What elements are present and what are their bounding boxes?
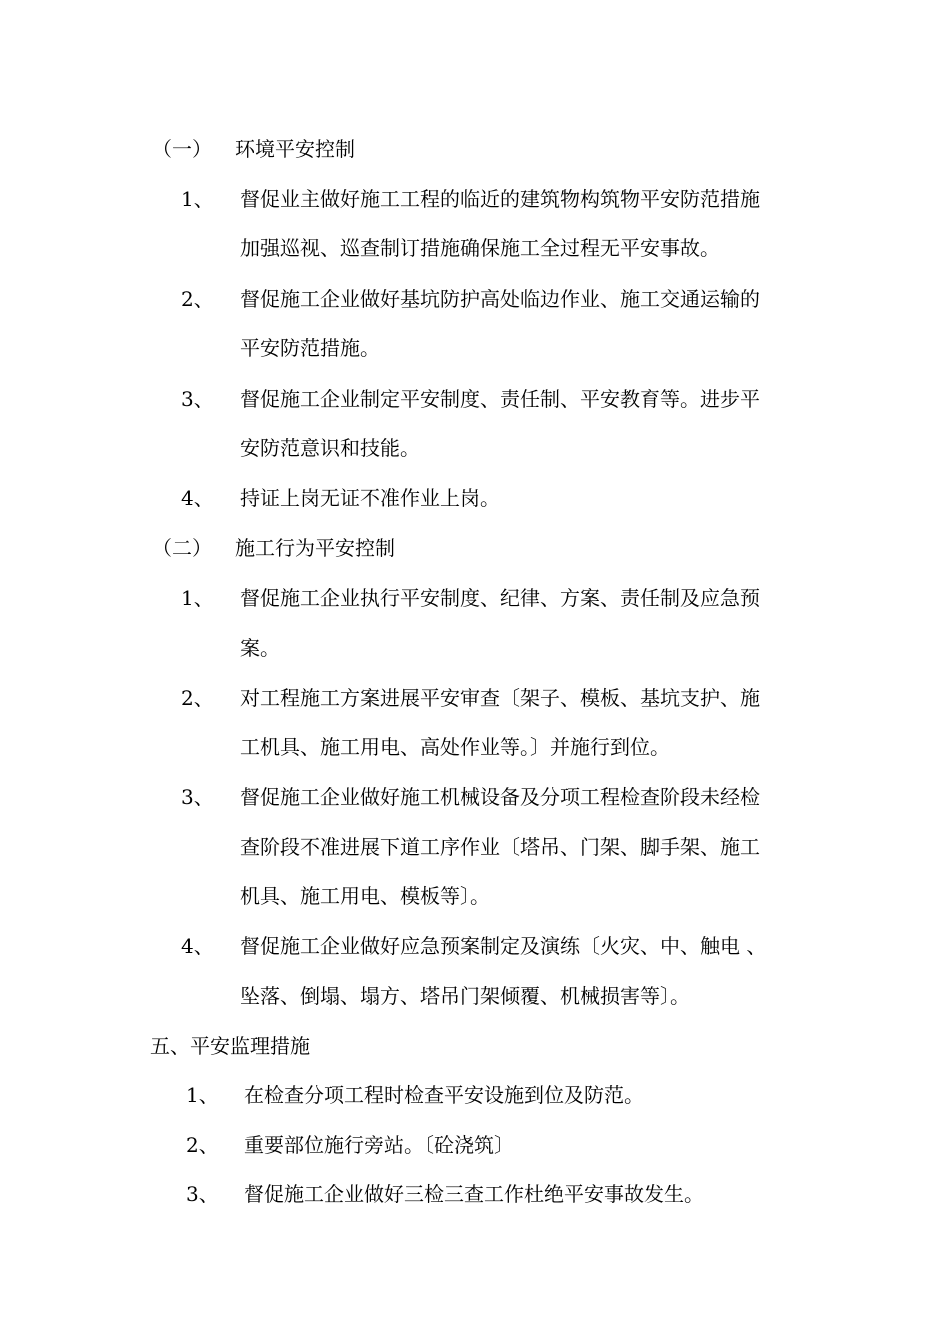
item-number: 1、	[186, 1083, 219, 1107]
item-text-line: 安防范意识和技能。	[240, 436, 420, 460]
item-text-line: 机具、施工用电、模板等〕。	[240, 884, 490, 908]
item-text-line: 查阶段不准进展下道工序作业〔塔吊、门架、脚手架、施工	[240, 835, 760, 859]
item-number: 3、	[181, 785, 214, 809]
item-text-line: 督促施工企业做好施工机械设备及分项工程检查阶段未经检	[240, 785, 760, 809]
item-text-line: 督促施工企业做好基坑防护高处临边作业、施工交通运输的	[240, 287, 760, 311]
section-title: 环境平安控制	[235, 137, 355, 161]
section-label: （二）	[152, 536, 212, 560]
item-number: 2、	[186, 1133, 219, 1157]
item-number: 4、	[181, 486, 214, 510]
item-text-line: 加强巡视、巡查制订措施确保施工全过程无平安事故。	[240, 236, 720, 260]
item-text-line: 督促施工企业做好应急预案制定及演练〔火灾、中、触电 、	[240, 934, 767, 958]
item-number: 3、	[186, 1182, 219, 1206]
part-heading: 五、平安监理措施	[150, 1034, 310, 1058]
section-label: （一）	[152, 137, 212, 161]
item-number: 2、	[181, 287, 214, 311]
item-text-line: 平安防范措施。	[240, 336, 380, 360]
item-text-line: 督促施工企业做好三检三查工作杜绝平安事故发生。	[244, 1182, 704, 1206]
item-text-line: 坠落、倒塌、塌方、塔吊门架倾覆、机械损害等〕。	[240, 984, 690, 1008]
item-text-line: 督促施工企业执行平安制度、纪律、方案、责任制及应急预	[240, 586, 760, 610]
item-text-line: 督促业主做好施工工程的临近的建筑物构筑物平安防范措施	[240, 187, 760, 211]
item-text-line: 案。	[240, 636, 280, 660]
item-text-line: 重要部位施行旁站。〔砼浇筑〕	[244, 1133, 514, 1157]
item-text-line: 对工程施工方案进展平安审查〔架子、模板、基坑支护、施	[240, 686, 760, 710]
item-number: 4、	[181, 934, 214, 958]
item-number: 1、	[181, 586, 214, 610]
item-text-line: 督促施工企业制定平安制度、责任制、平安教育等。进步平	[240, 387, 760, 411]
item-number: 2、	[181, 686, 214, 710]
item-text-line: 持证上岗无证不准作业上岗。	[240, 486, 500, 510]
item-number: 3、	[181, 387, 214, 411]
section-title: 施工行为平安控制	[235, 536, 395, 560]
item-text-line: 在检查分项工程时检查平安设施到位及防范。	[244, 1083, 644, 1107]
item-text-line: 工机具、施工用电、高处作业等。〕并施行到位。	[240, 735, 670, 759]
item-number: 1、	[181, 187, 214, 211]
